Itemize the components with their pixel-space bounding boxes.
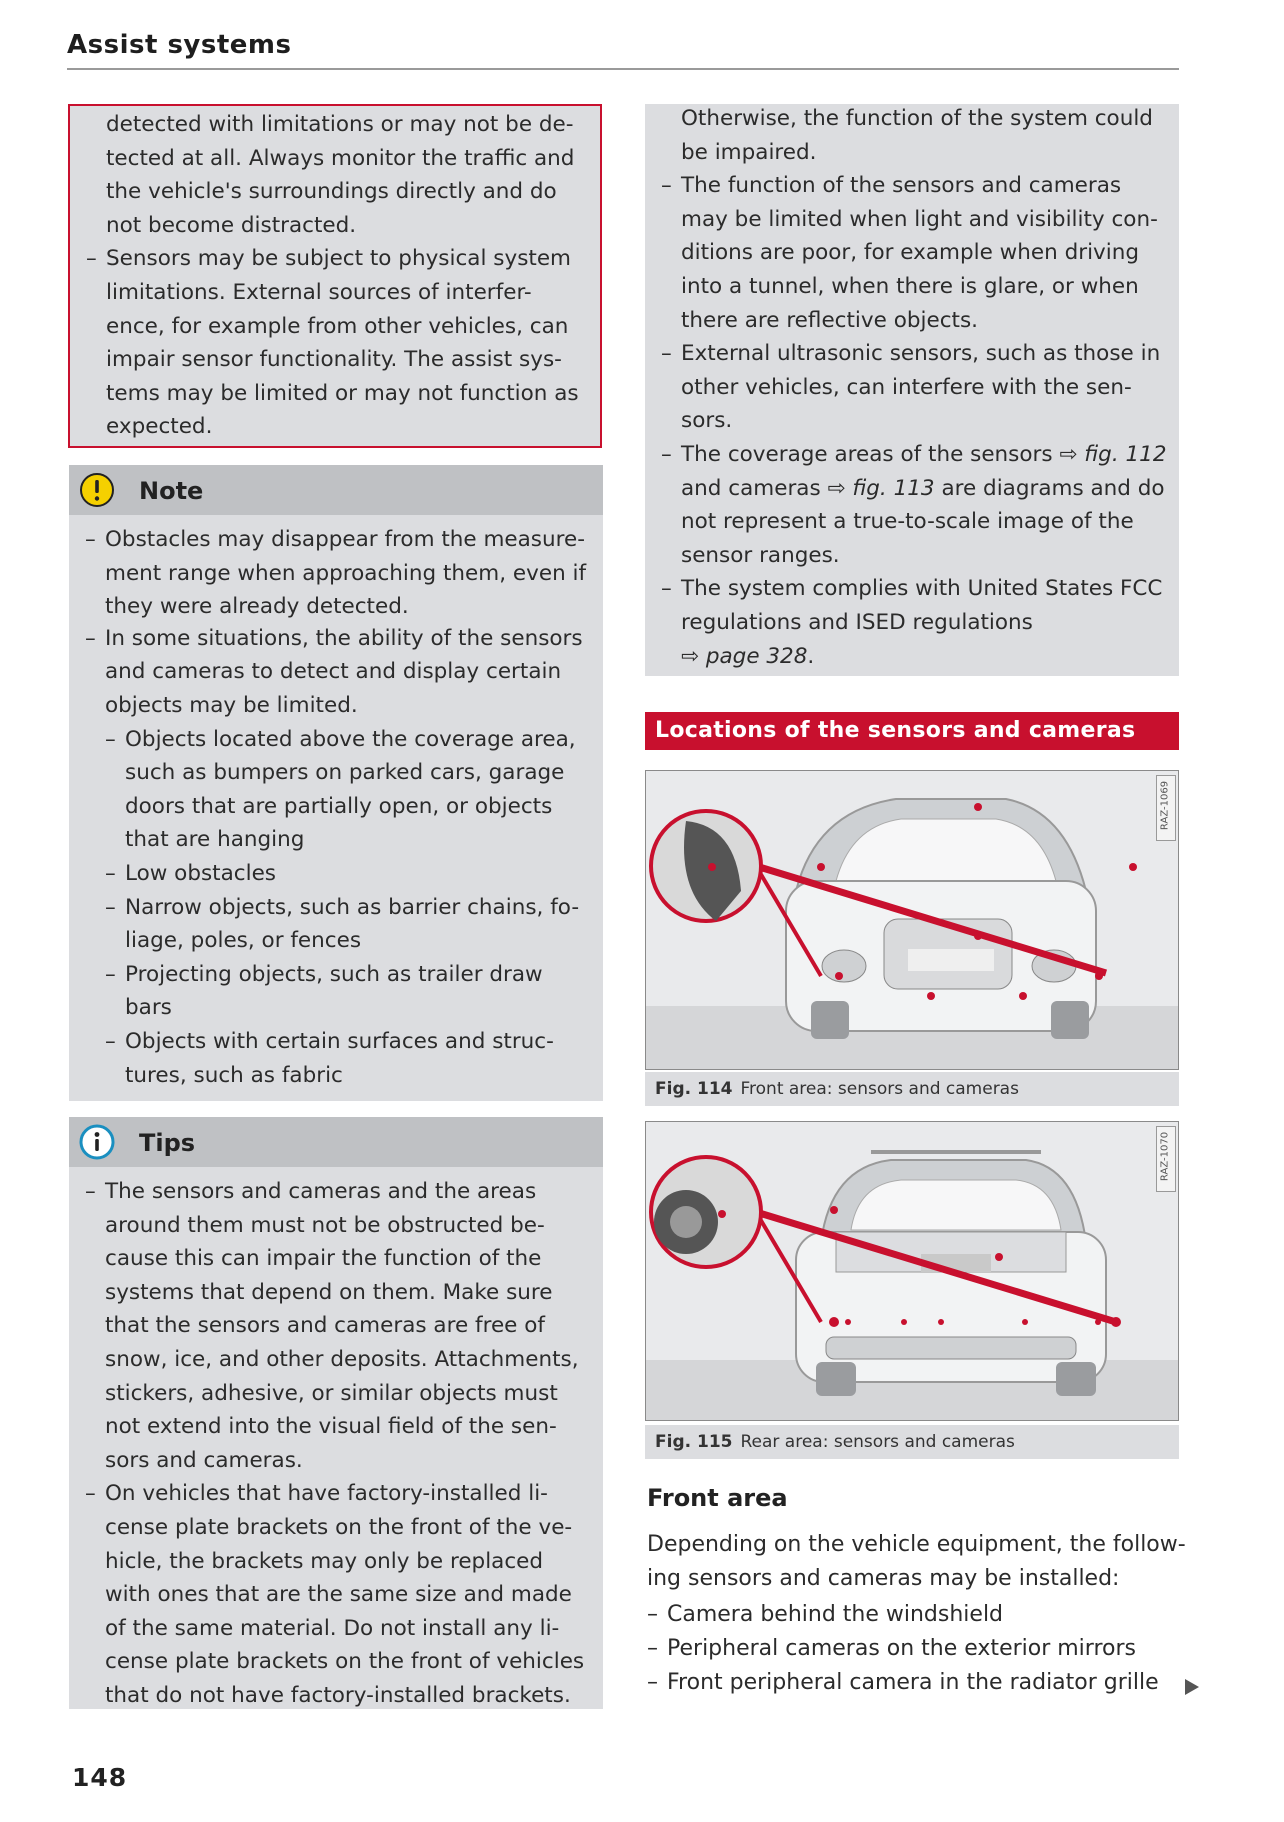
note-box — [69, 465, 603, 1101]
tips-title: Tips — [139, 1129, 196, 1157]
note-sub-item: – Objects located above the coverage area, such as bumpers on parked cars, garage doors that are partially open, or objects that are hanging — [105, 726, 576, 853]
right-warning-continuation — [645, 104, 1179, 676]
page-number: 148 — [72, 1763, 128, 1792]
note-list-item: – Obstacles may disappear from the measure- ment range when approaching them, even if they were already detected. — [85, 527, 587, 620]
warning-cont-line: the vehicle's surroundings directly and do — [106, 179, 557, 205]
continue-arrow-icon — [1185, 1679, 1199, 1695]
list-item: – Peripheral cameras on the exterior mirrors — [647, 1636, 1136, 1661]
tips-list-item: – On vehicles that have factory-installed li- cense plate brackets on the front of the ve- hicle, the brackets may only be replaced with ones that are the same size and made of the same material. Do not install any li- cense plate brackets on the front of vehicles that do not have factory-installed brackets. — [85, 1481, 585, 1708]
warning-box — [68, 104, 602, 448]
rear-car-illustration — [645, 1121, 1179, 1421]
figure-caption: Fig. 115 Rear area: sensors and cameras — [645, 1425, 1179, 1459]
page-header-title: Assist systems — [67, 30, 292, 60]
front-area-heading: Front area — [647, 1484, 788, 1512]
note-title: Note — [139, 477, 204, 505]
figure-114 — [645, 770, 1179, 1106]
right-cont-line: be impaired. — [681, 139, 817, 165]
section-heading-bar: Locations of the sensors and cameras — [645, 712, 1179, 750]
list-item: – Camera behind the windshield — [647, 1602, 1004, 1627]
figure-caption: Fig. 114 Front area: sensors and cameras — [645, 1072, 1179, 1106]
page-328-link[interactable]: ⇨ page 328 — [681, 643, 808, 669]
list-item: – Front peripheral camera in the radiator grille — [647, 1670, 1159, 1695]
tips-header — [69, 1117, 603, 1167]
right-list-item: – External ultrasonic sensors, such as those in other vehicles, can interfere with the sen- sors. — [661, 341, 1161, 434]
figure-code-label: RAZ-1070 — [1156, 1126, 1176, 1192]
fig-112-link[interactable]: fig. 112 — [1084, 441, 1167, 467]
warning-list-item: – Sensors may be subject to physical system limitations. External sources of interfer- ence, for example from other vehicles, can impair sensor functionality. The assist sys- tems may be limited or may not function as expected. — [86, 246, 579, 440]
intro-line: Depending on the vehicle equipment, the follow- — [647, 1532, 1186, 1557]
warning-cont-line: detected with limitations or may not be de- — [106, 112, 574, 137]
figure-115 — [645, 1121, 1179, 1459]
tips-list-item: – The sensors and cameras and the areas around them must not be obstructed be- cause this can impair the function of the systems that depend on them. Make sure that the sensors and cameras are free of snow, ice, and other deposits. Attachments, stickers, adhesive, or similar objects must not extend into the visual field of the sen- sors and cameras. — [85, 1179, 579, 1473]
fig-113-link[interactable]: fig. 113 — [852, 475, 935, 501]
note-header — [69, 465, 603, 515]
front-area-body — [647, 1528, 1187, 1700]
exclamation-icon — [79, 472, 115, 508]
warning-cont-line: tected at all. Always monitor the traffic and — [106, 145, 575, 171]
info-icon — [79, 1124, 115, 1160]
right-list-item: – The coverage areas of the sensors ⇨ fig. 112 and cameras ⇨ fig. 113 are diagrams and do not represent a true-to-scale image of the sensor ranges. — [661, 441, 1167, 568]
note-sub-item: – Objects with certain surfaces and struc- tures, such as fabric — [105, 1028, 554, 1088]
note-sub-item: – Low obstacles — [105, 860, 277, 886]
note-sub-item: – Projecting objects, such as trailer draw bars — [105, 961, 543, 1021]
front-car-illustration — [645, 770, 1179, 1070]
figure-code-label: RAZ-1069 — [1156, 775, 1176, 841]
header-rule — [67, 68, 1179, 70]
note-sub-item: – Narrow objects, such as barrier chains, fo- liage, poles, or fences — [105, 894, 580, 954]
right-list-item: – The system complies with United States FCC regulations and ISED regulations ⇨ page 328. — [661, 576, 1163, 669]
note-list-item: – In some situations, the ability of the sensors and cameras to detect and display certain objects may be limited. — [85, 625, 583, 718]
warning-cont-line: not become distracted. — [106, 212, 357, 238]
right-list-item: – The function of the sensors and cameras may be limited when light and visibility con- ditions are poor, for example when driving into a tunnel, when there is glare, or when there are reflective objects. — [661, 173, 1158, 333]
tips-box — [69, 1117, 603, 1709]
intro-line: ing sensors and cameras may be installed: — [647, 1566, 1120, 1591]
right-cont-line: Otherwise, the function of the system could — [681, 106, 1153, 131]
